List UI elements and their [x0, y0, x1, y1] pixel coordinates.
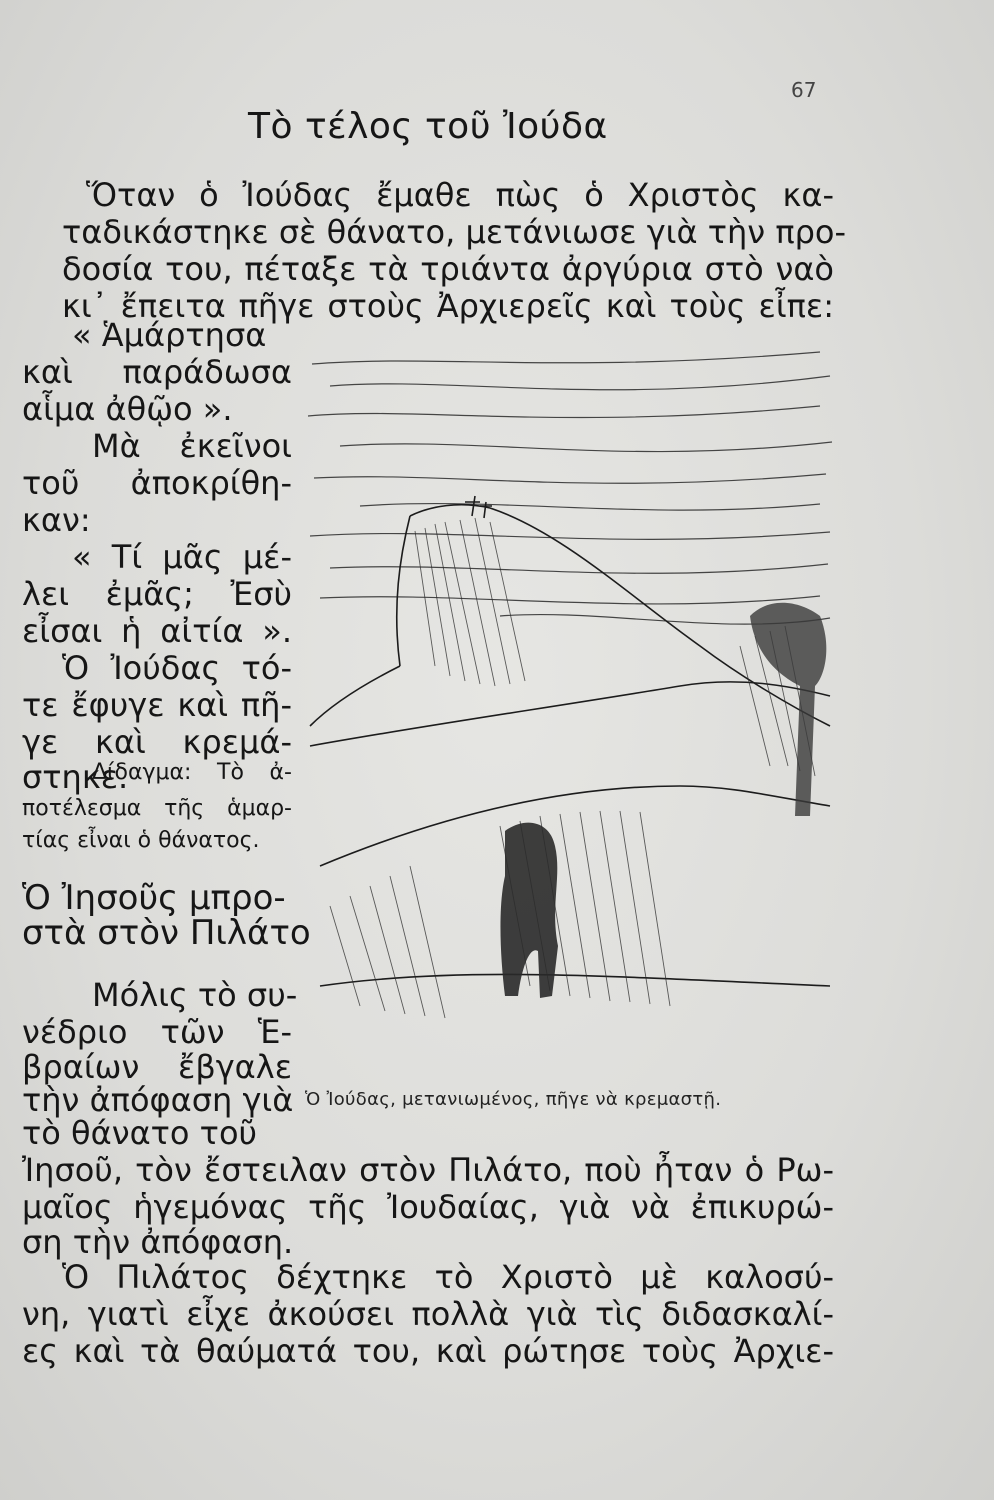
quote-line: αἷμα ἀθῷο ». [22, 390, 233, 428]
paragraph-line: γε καὶ κρεμά- [22, 723, 292, 761]
paragraph-line: καν: [22, 501, 91, 539]
paragraph-line: κι᾿ ἔπειτα πῆγε στοὺς Ἀρχιερεῖς καὶ τοὺς εἶπε: [62, 287, 834, 325]
paragraph-line: ταδικάστηκε σὲ θάνατο, μετάνιωσε γιὰ τὴν προ- [62, 213, 847, 251]
paragraph-line: νέδριο τῶν Ἑ- [22, 1013, 292, 1051]
paragraph-line: βραίων ἔβγαλε [22, 1048, 292, 1086]
section-title-line: στὰ στὸν Πιλάτο [22, 913, 311, 953]
paragraph-line: νη, γιατὶ εἶχε ἀκούσει πολλὰ γιὰ τὶς διδασκαλί- [22, 1295, 834, 1333]
paragraph-line: Μὰ ἐκεῖνοι [92, 427, 292, 465]
paragraph-line: ες καὶ τὰ θαύματά του, καὶ ρώτησε τοὺς Ἀρχιε- [22, 1332, 834, 1370]
quote-line: καὶ παράδωσα [22, 353, 292, 391]
paragraph-line: δοσία του, πέταξε τὰ τριάντα ἀργύρια στὸ ναὸ [62, 250, 834, 288]
section-title-line: Ὁ Ἰησοῦς μπρο- [22, 878, 286, 918]
quote-line: « Τί μᾶς μέ- [72, 538, 292, 576]
page-number: 67 [791, 78, 817, 102]
paragraph-line: τὴν ἀπόφαση γιὰ [22, 1081, 294, 1119]
paragraph-line: τε ἔφυγε καὶ πῆ- [22, 686, 292, 724]
paragraph-line: Ὅταν ὁ Ἰούδας ἔμαθε πὼς ὁ Χριστὸς κα- [86, 176, 834, 214]
quote-line: « Ἁμάρτησα [72, 316, 267, 354]
quote-line: εἶσαι ἡ αἰτία ». [22, 612, 292, 650]
moral-line: τίας εἶναι ὁ θάνατος. [22, 828, 260, 853]
illustration-caption: Ὁ Ἰούδας, μετανιωμένος, πῆγε νὰ κρεμαστῇ. [305, 1089, 722, 1110]
paragraph-line: Ὁ Πιλάτος δέχτηκε τὸ Χριστὸ μὲ καλοσύ- [62, 1258, 834, 1296]
paragraph-line: τοῦ ἀποκρίθη- [22, 464, 292, 502]
paragraph-line: Μόλις τὸ συ- [92, 976, 298, 1014]
paragraph-line: ση τὴν ἀπόφαση. [22, 1223, 294, 1261]
chapter-title: Τὸ τέλος τοῦ Ἰούδα [248, 106, 608, 147]
paragraph-line: Ἰησοῦ, τὸν ἔστειλαν στὸν Πιλάτο, ποὺ ἦταν ὁ Ρω- [22, 1151, 834, 1189]
paragraph-line: στηκε. [22, 758, 129, 796]
paragraph-line: Ὁ Ἰούδας τό- [62, 649, 292, 687]
quote-line: λει ἐμᾶς; Ἐσὺ [22, 575, 292, 613]
moral-line: ποτέλεσμα τῆς ἁμαρ- [22, 796, 292, 821]
moral-line: Δίδαγμα: Τὸ ἀ- [92, 760, 292, 785]
judas-illustration [300, 346, 836, 1066]
paragraph-line: τὸ θάνατο τοῦ [22, 1114, 258, 1152]
paragraph-line: μαῖος ἡγεμόνας τῆς Ἰουδαίας, γιὰ νὰ ἐπικυρώ- [22, 1188, 834, 1226]
